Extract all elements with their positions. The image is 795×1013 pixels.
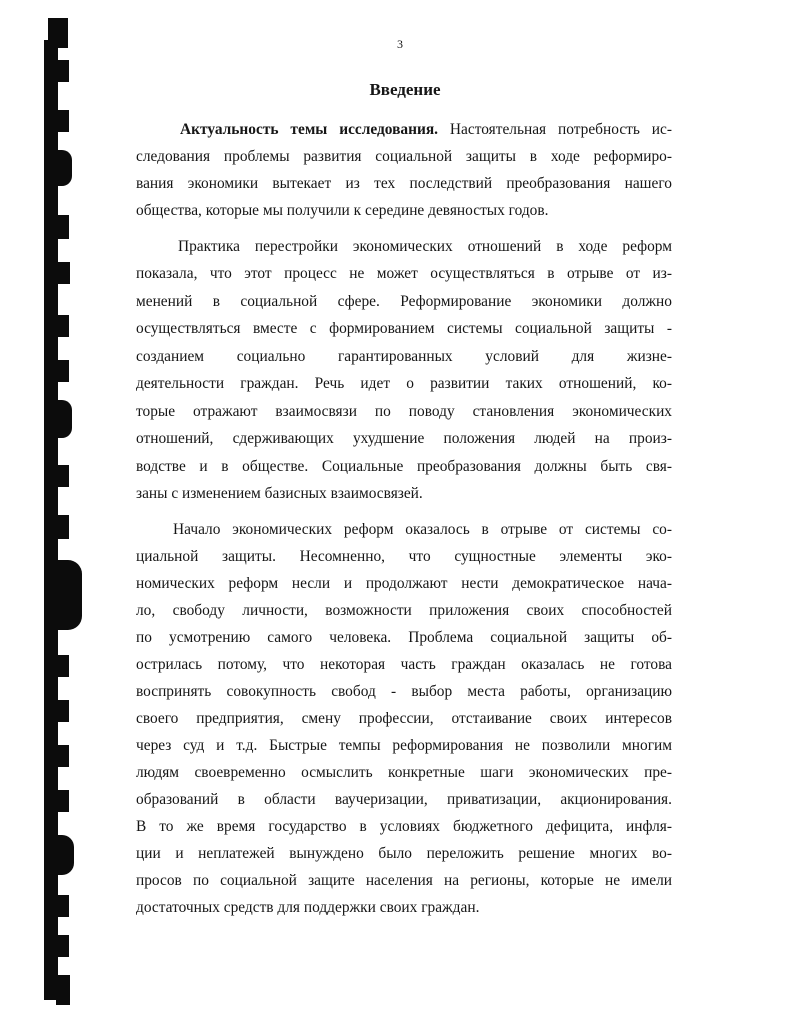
text-line: ло, свободу личности, возможности приложения своих способностей: [136, 602, 672, 619]
binding-mark: [54, 150, 72, 186]
text-line: созданием социально гарантированных условий для жизне-: [136, 348, 672, 365]
binding-mark: [56, 975, 70, 1005]
text-line: по усмотрению самого человека. Проблема социальной защиты об-: [136, 629, 672, 646]
binding-mark: [56, 465, 69, 487]
binding-mark: [56, 360, 69, 382]
text-line: общества, которые мы получили к середине девяностых годов.: [136, 202, 549, 219]
binding-mark: [56, 935, 69, 957]
text-line: номических реформ несли и продолжают нести демократическое нача-: [136, 575, 672, 592]
text-line: своего предприятия, смену профессии, отстаивание своих интересов: [136, 710, 672, 727]
binding-mark: [56, 560, 82, 630]
text-line: отношений, сдерживающих ухудшение положения людей на произ-: [136, 430, 672, 447]
paragraph-lead: Актуальность темы исследования.: [180, 121, 439, 138]
text-line: достаточных средств для поддержки своих граждан.: [136, 899, 480, 916]
text-line: показала, что этот процесс не может осуществляться в отрыве от из-: [136, 265, 672, 282]
binding-mark: [56, 215, 69, 239]
text-line: образований в области ваучеризации, приватизации, акционирования.: [136, 791, 672, 808]
text-line: воспринять совокупность свобод - выбор места работы, организацию: [136, 683, 672, 700]
text-line: вания экономики вытекает из тех последствий преобразования нашего: [136, 175, 672, 192]
paragraph-1-line-1: [180, 118, 672, 142]
binding-mark: [56, 790, 69, 812]
text-line: Настоятельная потребность ис-: [438, 121, 673, 138]
text-line: Практика перестройки экономических отношений в ходе реформ: [178, 238, 672, 255]
text-line: водстве и в обществе. Социальные преобразования должны быть свя-: [136, 458, 672, 475]
text-line: через суд и т.д. Быстрые темпы реформирования не позволили многим: [136, 737, 672, 754]
text-line: менений в социальной сфере. Реформирование экономики должно: [136, 293, 672, 310]
text-line: торые отражают взаимосвязи по поводу становления экономических: [136, 403, 672, 420]
binding-mark: [56, 655, 69, 677]
text-line: Начало экономических реформ оказалось в отрыве от системы со-: [173, 521, 672, 538]
text-line: ции и неплатежей вынуждено было переложить решение многих во-: [136, 845, 672, 862]
text-line: людям своевременно осмыслить конкретные шаги экономических пре-: [136, 764, 672, 781]
binding-mark: [56, 60, 69, 82]
page-number: 3: [397, 37, 403, 51]
binding-mark: [56, 315, 69, 337]
text-line: заны с изменением базисных взаимосвязей.: [136, 485, 423, 502]
binding-mark: [56, 700, 69, 722]
binding-mark: [54, 400, 72, 438]
text-line: следования проблемы развития социальной защиты в ходе реформиро-: [136, 148, 672, 165]
text-line: циальной защиты. Несомненно, что сущностные элементы эко-: [136, 548, 672, 565]
binding-mark: [56, 745, 69, 767]
text-line: острилась потому, что некоторая часть граждан оказалась не готова: [136, 656, 672, 673]
text-line: В то же время государство в условиях бюджетного дефицита, инфля-: [136, 818, 672, 835]
binding-mark: [56, 895, 69, 917]
binding-mark: [54, 835, 74, 875]
text-line: деятельности граждан. Речь идет о развитии таких отношений, ко-: [136, 375, 672, 392]
binding-mark: [56, 110, 69, 132]
binding-mark: [56, 515, 69, 539]
page-title: Введение: [369, 80, 441, 99]
scan-binding-edge: [0, 0, 90, 1013]
binding-mark: [56, 262, 70, 284]
text-line: просов по социальной защите населения на регионы, которые не имели: [136, 872, 672, 889]
text-line: осуществляться вместе с формированием системы социальной защиты -: [136, 320, 672, 337]
